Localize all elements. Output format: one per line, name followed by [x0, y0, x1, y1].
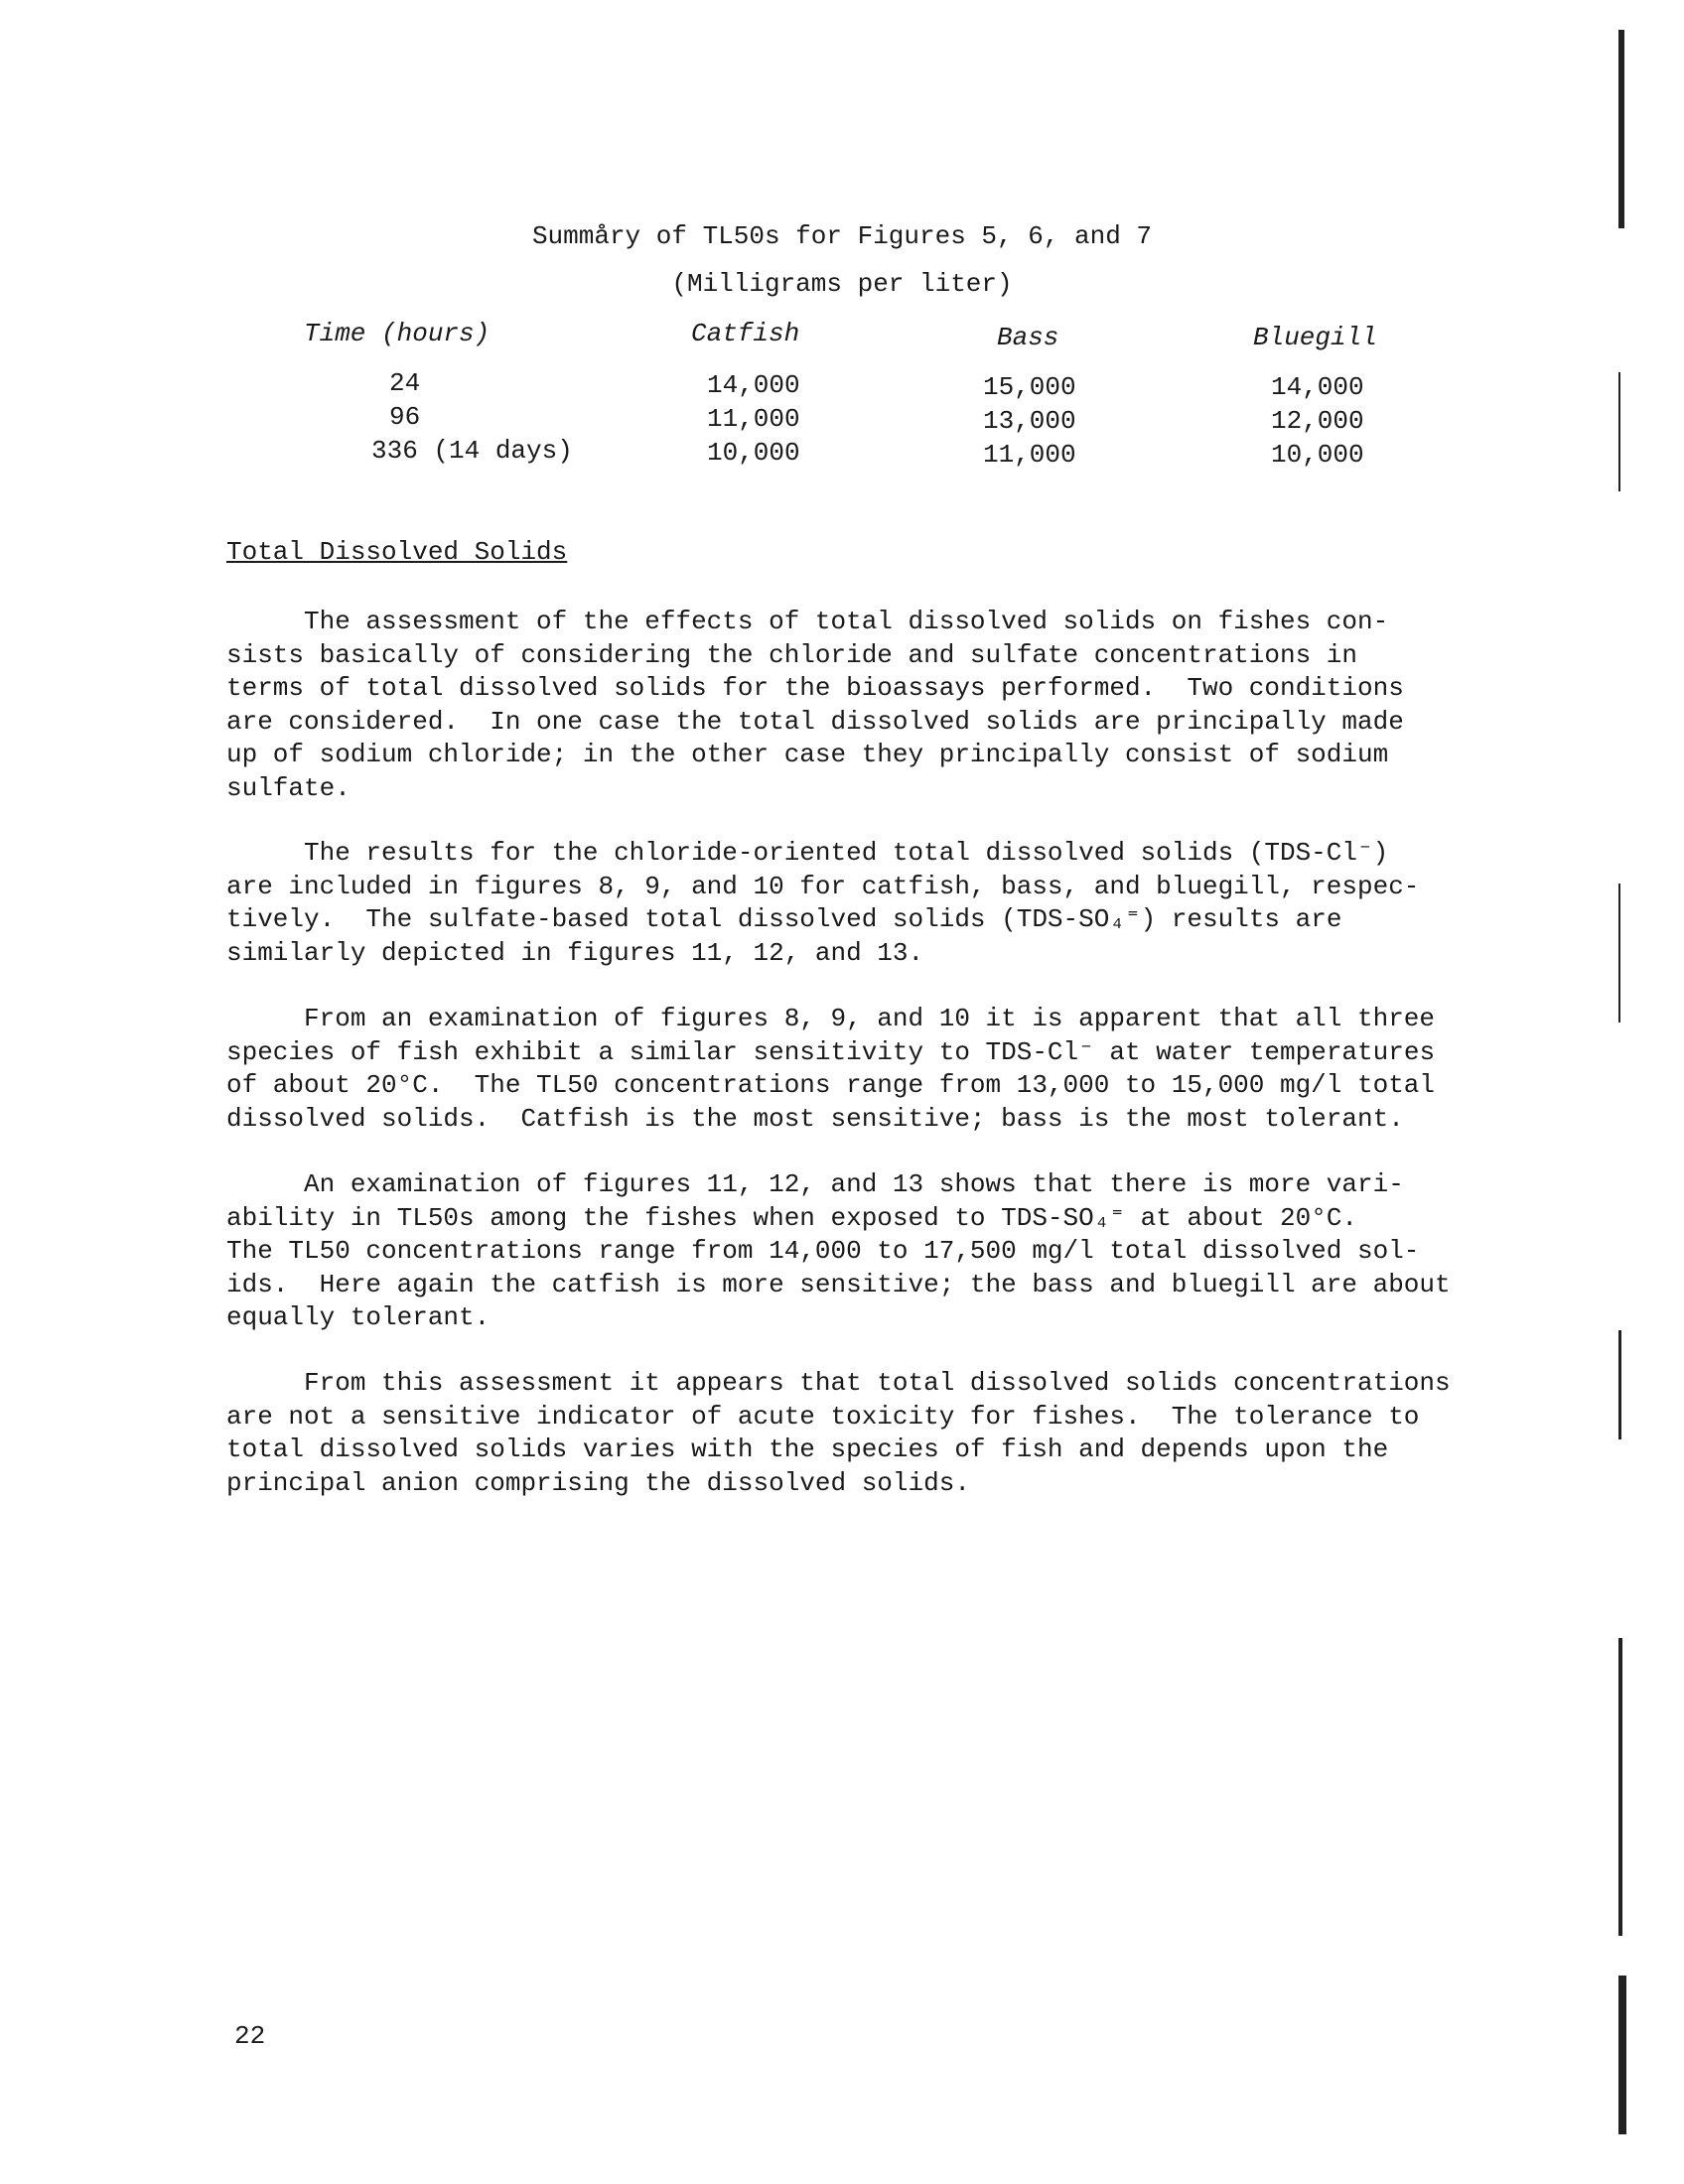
table-cell: 336 (14 days) — [371, 436, 573, 466]
table-cell: 11,000 — [983, 440, 1076, 470]
text-line: similarly depicted in figures 11, 12, and 13. — [226, 937, 924, 968]
paragraph-5 — [226, 1367, 1517, 1500]
text-line: sulfate. — [226, 772, 351, 803]
table-title: Summåry of TL50s for Figures 5, 6, and 7 — [531, 221, 1153, 251]
text-line: sists basically of considering the chloride and sulfate concentrations in — [226, 639, 1357, 670]
text-line: up of sodium chloride; in the other case they principally consist of sodium — [226, 740, 1389, 769]
text-line: are included in figures 8, 9, and 10 for catfish, bass, and bluegill, respec- — [226, 871, 1420, 901]
scan-mark — [1618, 1976, 1626, 2134]
text-line: The TL50 concentrations range from 14,000 to 17,500 mg/l total dissolved sol- — [226, 1236, 1420, 1266]
table-header-catfish: Catfish — [691, 319, 800, 348]
text-line: From an examination of figures 8, 9, and 10 it is apparent that all three — [226, 1004, 1435, 1033]
paragraph-1 — [226, 606, 1517, 805]
table-header-bass: Bass — [997, 323, 1059, 352]
page-number: 22 — [234, 2021, 266, 2051]
table-cell: 13,000 — [983, 406, 1076, 436]
section-heading: Total Dissolved Solids — [226, 537, 568, 567]
text-line: terms of total dissolved solids for the bioassays performed. Two conditions — [226, 673, 1404, 703]
scan-mark — [1618, 372, 1620, 491]
text-line: of about 20°C. The TL50 concentrations range from 13,000 to 15,000 mg/l total — [226, 1070, 1435, 1100]
text-line: The assessment of the effects of total dissolved solids on fishes con- — [226, 607, 1389, 636]
text-line: From this assessment it appears that total dissolved solids concentrations — [226, 1368, 1451, 1398]
scan-mark — [1618, 30, 1624, 228]
table-header-time: Time (hours) — [304, 319, 491, 348]
table-header-bluegill: Bluegill — [1253, 323, 1377, 352]
text-line: An examination of figures 11, 12, and 13 shows that there is more vari- — [226, 1169, 1404, 1199]
scan-edge-marks — [1616, 30, 1626, 2144]
text-line: ids. Here again the catfish is more sensitive; the bass and bluegill are about — [226, 1269, 1451, 1299]
text-line: are not a sensitive indicator of acute toxicity for fishes. The tolerance to — [226, 1401, 1420, 1432]
table-cell: 96 — [389, 402, 421, 432]
table-cell: 11,000 — [707, 404, 800, 434]
table-cell: 15,000 — [983, 372, 1076, 402]
paragraph-4 — [226, 1168, 1517, 1335]
scan-mark — [1618, 884, 1620, 1023]
table-cell: 24 — [389, 368, 421, 398]
table-subtitle: (Milligrams per liter) — [671, 269, 1013, 299]
paragraph-3 — [226, 1003, 1517, 1136]
text-line: The results for the chloride-oriented total dissolved solids (TDS-Cl⁻) — [226, 838, 1389, 868]
scan-mark — [1618, 1330, 1621, 1439]
text-line: total dissolved solids varies with the species of fish and depends upon the — [226, 1434, 1389, 1464]
scan-mark — [1618, 1638, 1622, 1936]
paragraph-2 — [226, 837, 1517, 970]
text-line: are considered. In one case the total dissolved solids are principally made — [226, 706, 1404, 737]
text-line: tively. The sulfate-based total dissolved solids (TDS-SO₄⁼) results are — [226, 904, 1342, 934]
text-line: principal anion comprising the dissolved solids. — [226, 1467, 970, 1498]
text-line: dissolved solids. Catfish is the most sensitive; bass is the most tolerant. — [226, 1103, 1404, 1134]
table-cell: 14,000 — [707, 370, 800, 400]
table-cell: 14,000 — [1271, 372, 1364, 402]
text-line: ability in TL50s among the fishes when exposed to TDS-SO₄⁼ at about 20°C. — [226, 1202, 1358, 1233]
text-line: equally tolerant. — [226, 1302, 491, 1332]
table-cell: 10,000 — [707, 438, 800, 468]
table-cell: 10,000 — [1271, 440, 1364, 470]
text-line: species of fish exhibit a similar sensitivity to TDS-Cl⁻ at water temperatures — [226, 1036, 1436, 1067]
table-cell: 12,000 — [1271, 406, 1364, 436]
